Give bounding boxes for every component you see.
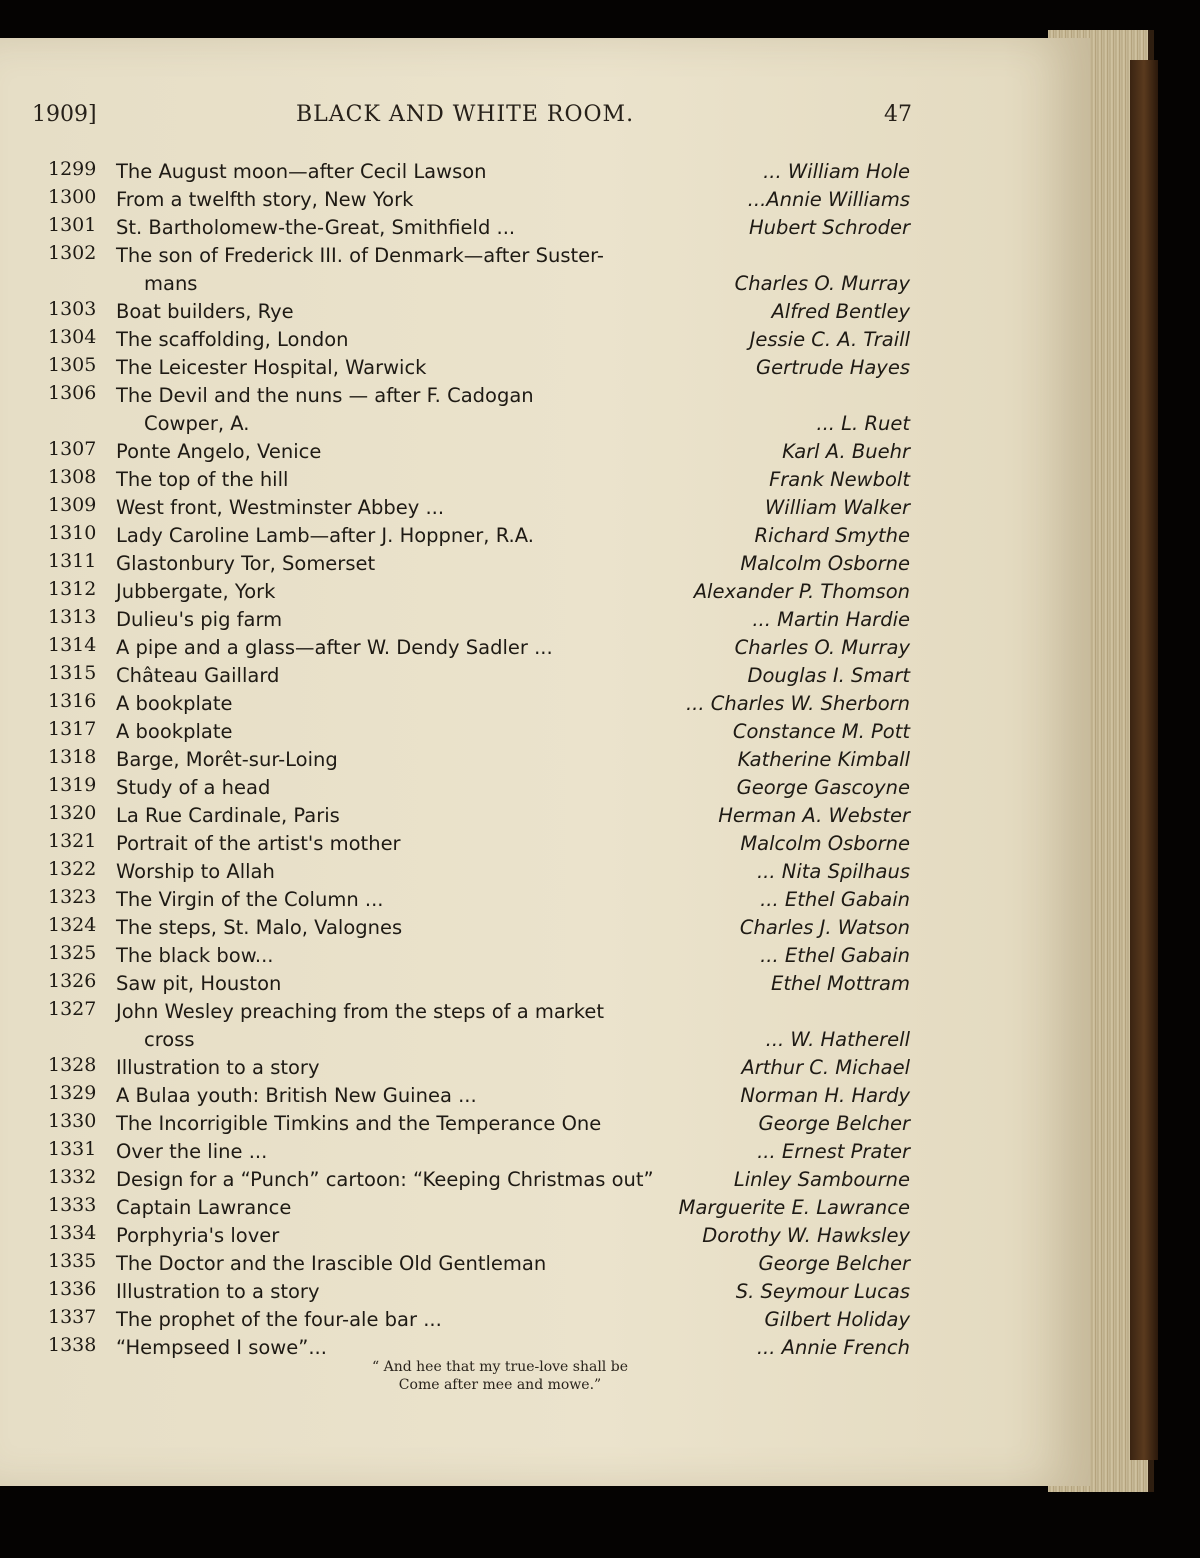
entry-number: 1320: [48, 802, 97, 824]
entry-title: From a twelfth story, New York: [116, 188, 414, 211]
entry-number: 1337: [48, 1306, 97, 1328]
entry-title: Lady Caroline Lamb—after J. Hoppner, R.A.: [116, 524, 534, 547]
catalogue-entry: [48, 718, 910, 746]
entry-title: Portrait of the artist's mother: [116, 832, 401, 855]
entry-artist: Ethel Mottram: [771, 972, 910, 995]
catalogue-entry: [48, 914, 910, 942]
quote-line-1: “ And hee that my true-love shall be: [372, 1359, 628, 1375]
entry-artist: George Belcher: [758, 1112, 910, 1135]
entry-number: 1331: [48, 1138, 97, 1160]
entry-artist: Alexander P. Thomson: [693, 580, 910, 603]
entry-artist: Linley Sambourne: [733, 1168, 910, 1191]
entry-artist: ... Ethel Gabain: [760, 944, 910, 967]
catalogue-entry: [48, 186, 910, 214]
entry-artist: ... Ethel Gabain: [760, 888, 910, 911]
entry-title: La Rue Cardinale, Paris: [116, 804, 340, 827]
entry-artist: Alfred Bentley: [771, 300, 910, 323]
catalogue-entry: [48, 662, 910, 690]
entry-number: 1309: [48, 494, 97, 516]
entry-artist: Douglas I. Smart: [747, 664, 910, 687]
entry-artist: Malcolm Osborne: [740, 552, 910, 575]
entry-title: Barge, Morêt-sur-Loing: [116, 748, 338, 771]
entry-title: Worship to Allah: [116, 860, 275, 883]
entry-artist: Constance M. Pott: [732, 720, 910, 743]
entry-artist: ... Martin Hardie: [752, 608, 910, 631]
verse-quote: [300, 1358, 700, 1394]
entry-number: 1325: [48, 942, 97, 964]
entry-number: 1306: [48, 382, 97, 404]
entry-artist: Gilbert Holiday: [764, 1308, 910, 1331]
entry-number: 1303: [48, 298, 97, 320]
entry-title: The Devil and the nuns — after F. Cadogan: [116, 384, 534, 407]
entry-title: A Bulaa youth: British New Guinea ...: [116, 1084, 477, 1107]
entry-title: Château Gaillard: [116, 664, 280, 687]
entry-title: A bookplate: [116, 692, 233, 715]
entry-artist: Karl A. Buehr: [782, 440, 910, 463]
entry-artist: Dorothy W. Hawksley: [702, 1224, 910, 1247]
catalogue-entry: [48, 998, 910, 1054]
entry-artist: S. Seymour Lucas: [735, 1280, 910, 1303]
entry-artist: Gertrude Hayes: [755, 356, 910, 379]
catalogue-entry: [48, 354, 910, 382]
entry-number: 1308: [48, 466, 97, 488]
catalogue-entry: [48, 1222, 910, 1250]
catalogue-entry: [48, 298, 910, 326]
entry-artist: ... Charles W. Sherborn: [685, 692, 910, 715]
catalogue-entry: [48, 382, 910, 438]
entry-title: The steps, St. Malo, Valognes: [116, 916, 403, 939]
entry-number: 1322: [48, 858, 97, 880]
catalogue-entry: [48, 1054, 910, 1082]
entry-title-continued: Cowper, A.: [144, 412, 250, 435]
entry-artist: Norman H. Hardy: [740, 1084, 910, 1107]
entry-number: 1310: [48, 522, 97, 544]
catalogue-entry: [48, 326, 910, 354]
entry-title: Dulieu's pig farm: [116, 608, 283, 631]
entry-title: Study of a head: [116, 776, 271, 799]
entry-title: Saw pit, Houston: [116, 972, 282, 995]
entry-number: 1301: [48, 214, 97, 236]
entry-title: Boat builders, Rye: [116, 300, 294, 323]
entry-number: 1316: [48, 690, 97, 712]
entry-artist: ... L. Ruet: [816, 412, 910, 435]
entry-title: St. Bartholomew-the-Great, Smithfield ...: [116, 216, 516, 239]
entry-number: 1327: [48, 998, 97, 1020]
entry-number: 1321: [48, 830, 97, 852]
catalogue-list: [48, 158, 918, 1362]
entry-artist: Frank Newbolt: [769, 468, 910, 491]
entry-number: 1329: [48, 1082, 97, 1104]
page-number: 47: [884, 102, 912, 127]
entry-number: 1336: [48, 1278, 97, 1300]
catalogue-entry: [48, 1082, 910, 1110]
entry-artist: ...Annie Williams: [747, 188, 910, 211]
catalogue-entry: [48, 802, 910, 830]
catalogue-entry: [48, 438, 910, 466]
entry-title-continued: mans: [144, 272, 198, 295]
catalogue-entry: [48, 606, 910, 634]
entry-number: 1299: [48, 158, 97, 180]
entry-artist: Arthur C. Michael: [741, 1056, 910, 1079]
entry-title-continued: cross: [144, 1028, 195, 1051]
header-year: 1909]: [32, 102, 97, 127]
entry-number: 1326: [48, 970, 97, 992]
entry-title: West front, Westminster Abbey ...: [116, 496, 445, 519]
entry-title: The Virgin of the Column ...: [116, 888, 384, 911]
catalogue-entry: [48, 1166, 910, 1194]
entry-title: The Incorrigible Timkins and the Temperance One: [116, 1112, 602, 1135]
entry-number: 1300: [48, 186, 97, 208]
entry-number: 1338: [48, 1334, 97, 1356]
entry-artist: Charles O. Murray: [734, 272, 910, 295]
catalogue-entry: [48, 858, 910, 886]
entry-title: The August moon—after Cecil Lawson: [116, 160, 487, 183]
entry-number: 1311: [48, 550, 97, 572]
entry-title: The black bow...: [116, 944, 274, 967]
catalogue-entry: [48, 634, 910, 662]
entry-title: Captain Lawrance: [116, 1196, 292, 1219]
catalogue-entry: [48, 214, 910, 242]
entry-title: A pipe and a glass—after W. Dendy Sadler ...: [116, 636, 553, 659]
catalogue-entry: [48, 578, 910, 606]
entry-title: Design for a “Punch” cartoon: “Keeping Christmas out”: [116, 1168, 654, 1191]
catalogue-entry: [48, 1306, 910, 1334]
entry-number: 1324: [48, 914, 97, 936]
catalogue-entry: [48, 466, 910, 494]
entry-title: Ponte Angelo, Venice: [116, 440, 322, 463]
entry-title: Porphyria's lover: [116, 1224, 280, 1247]
catalogue-entry: [48, 1194, 910, 1222]
entry-title: The scaffolding, London: [116, 328, 349, 351]
entry-number: 1332: [48, 1166, 97, 1188]
entry-title: Illustration to a story: [116, 1280, 320, 1303]
entry-artist: Jessie C. A. Traill: [749, 328, 910, 351]
entry-artist: William Walker: [765, 496, 910, 519]
entry-number: 1317: [48, 718, 97, 740]
entry-number: 1319: [48, 774, 97, 796]
book-spine: [1130, 60, 1158, 1460]
entry-title: The Doctor and the Irascible Old Gentleman: [116, 1252, 547, 1275]
entry-artist: ... Annie French: [756, 1336, 910, 1359]
catalogue-entry: [48, 690, 910, 718]
entry-artist: ... W. Hatherell: [765, 1028, 910, 1051]
entry-artist: Marguerite E. Lawrance: [678, 1196, 910, 1219]
entry-artist: Richard Smythe: [754, 524, 910, 547]
quote-line-2: Come after mee and mowe.”: [398, 1377, 602, 1393]
entry-artist: ... William Hole: [763, 160, 910, 183]
entry-title: The top of the hill: [116, 468, 289, 491]
entry-artist: Herman A. Webster: [718, 804, 910, 827]
entry-artist: Charles O. Murray: [734, 636, 910, 659]
entry-title: John Wesley preaching from the steps of a market: [116, 1000, 605, 1023]
catalogue-entry: [48, 942, 910, 970]
entry-number: 1305: [48, 354, 97, 376]
entry-artist: Hubert Schroder: [748, 216, 910, 239]
entry-number: 1313: [48, 606, 97, 628]
entry-title: Over the line ...: [116, 1140, 268, 1163]
entry-number: 1328: [48, 1054, 97, 1076]
catalogue-entry: [48, 1278, 910, 1306]
entry-artist: Malcolm Osborne: [740, 832, 910, 855]
entry-number: 1314: [48, 634, 97, 656]
entry-title: Glastonbury Tor, Somerset: [116, 552, 376, 575]
catalogue-entry: [48, 970, 910, 998]
catalogue-entry: [48, 1250, 910, 1278]
entry-number: 1335: [48, 1250, 97, 1272]
entry-title: The Leicester Hospital, Warwick: [116, 356, 427, 379]
entry-artist: Charles J. Watson: [739, 916, 910, 939]
entry-artist: Katherine Kimball: [737, 748, 910, 771]
entry-title: Jubbergate, York: [116, 580, 276, 603]
entry-number: 1304: [48, 326, 97, 348]
catalogue-entry: [48, 746, 910, 774]
catalogue-entry: [48, 242, 910, 298]
entry-number: 1302: [48, 242, 97, 264]
catalogue-entry: [48, 522, 910, 550]
entry-title: The prophet of the four-ale bar ...: [116, 1308, 442, 1331]
catalogue-entry: [48, 1138, 910, 1166]
entry-number: 1334: [48, 1222, 97, 1244]
entry-artist: George Gascoyne: [736, 776, 910, 799]
catalogue-entry: [48, 886, 910, 914]
entry-number: 1323: [48, 886, 97, 908]
entry-artist: ... Nita Spilhaus: [756, 860, 910, 883]
entry-number: 1315: [48, 662, 97, 684]
entry-number: 1312: [48, 578, 97, 600]
entry-artist: George Belcher: [758, 1252, 910, 1275]
entry-artist: ... Ernest Prater: [757, 1140, 910, 1163]
entry-number: 1330: [48, 1110, 97, 1132]
entry-title: The son of Frederick III. of Denmark—after Suster-: [116, 244, 604, 267]
entry-title: Illustration to a story: [116, 1056, 320, 1079]
catalogue-entry: [48, 550, 910, 578]
page-header: [32, 102, 912, 142]
catalogue-entry: [48, 1110, 910, 1138]
catalogue-entry: [48, 774, 910, 802]
catalogue-entry: [48, 830, 910, 858]
entry-number: 1307: [48, 438, 97, 460]
catalogue-entry: [48, 494, 910, 522]
entry-title: A bookplate: [116, 720, 233, 743]
page-title: BLACK AND WHITE ROOM.: [296, 102, 635, 127]
entry-title: “Hempseed I sowe”...: [116, 1336, 327, 1359]
entry-number: 1333: [48, 1194, 97, 1216]
catalogue-entry: [48, 158, 910, 186]
entry-number: 1318: [48, 746, 97, 768]
